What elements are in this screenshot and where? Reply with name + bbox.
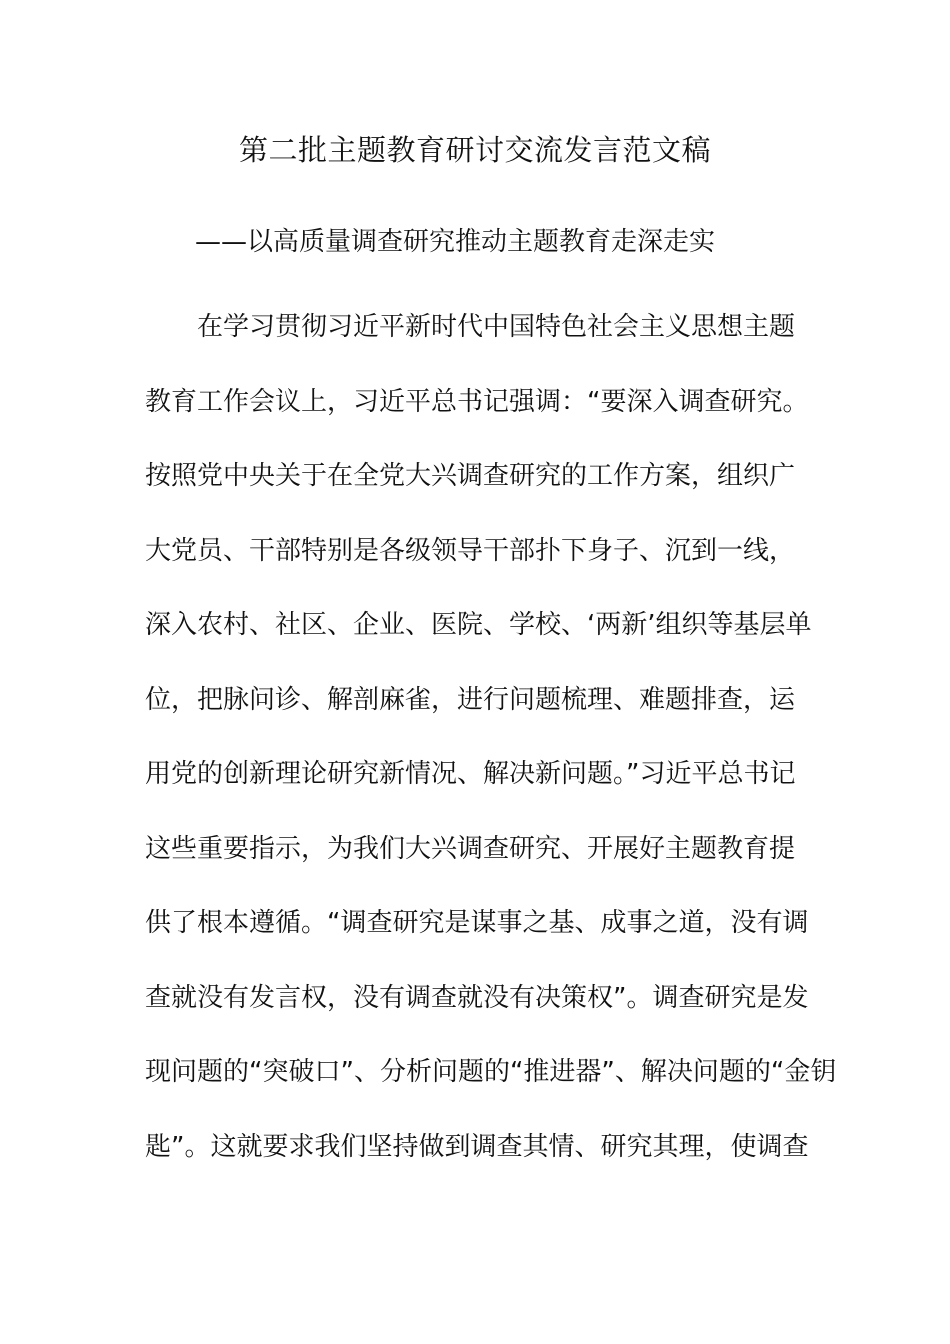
body-line: 位，把脉问诊、解剖麻雀，进行问题梳理、难题排查，运 xyxy=(145,684,796,715)
body-line: 查就没有发言权，没有调查就没有决策权”。调查研究是发 xyxy=(145,982,809,1013)
body-line: 教育工作会议上，习近平总书记强调：“要深入调查研究。 xyxy=(145,386,809,417)
document-title: 第二批主题教育研讨交流发言范文稿 xyxy=(238,133,711,167)
body-line: 大党员、干部特别是各级领导干部扑下身子、沉到一线， xyxy=(145,535,796,566)
body-line: 按照党中央关于在全党大兴调查研究的工作方案，组织广 xyxy=(145,461,796,491)
body-line: 匙”。这就要求我们坚持做到调查其情、研究其理，使调查 xyxy=(145,1131,809,1162)
body-line: 现问题的“突破口”、分析问题的“推进器”、解决问题的“金钥 xyxy=(145,1057,837,1087)
body-line: 深入农村、社区、企业、医院、学校、‘两新’组织等基层单 xyxy=(145,610,812,640)
body-text xyxy=(145,305,837,1199)
body-line: 这些重要指示，为我们大兴调查研究、开展好主题教育提 xyxy=(145,833,796,864)
document-subtitle: ——以高质量调查研究推动主题教育走深走实 xyxy=(195,227,716,257)
body-line: 供了根本遵循。“调查研究是谋事之基、成事之道，没有调 xyxy=(145,908,809,938)
body-line: 在学习贯彻习近平新时代中国特色社会主义思想主题 xyxy=(197,312,796,342)
body-line: 用党的创新理论研究新情况、解决新问题。”习近平总书记 xyxy=(145,759,796,789)
